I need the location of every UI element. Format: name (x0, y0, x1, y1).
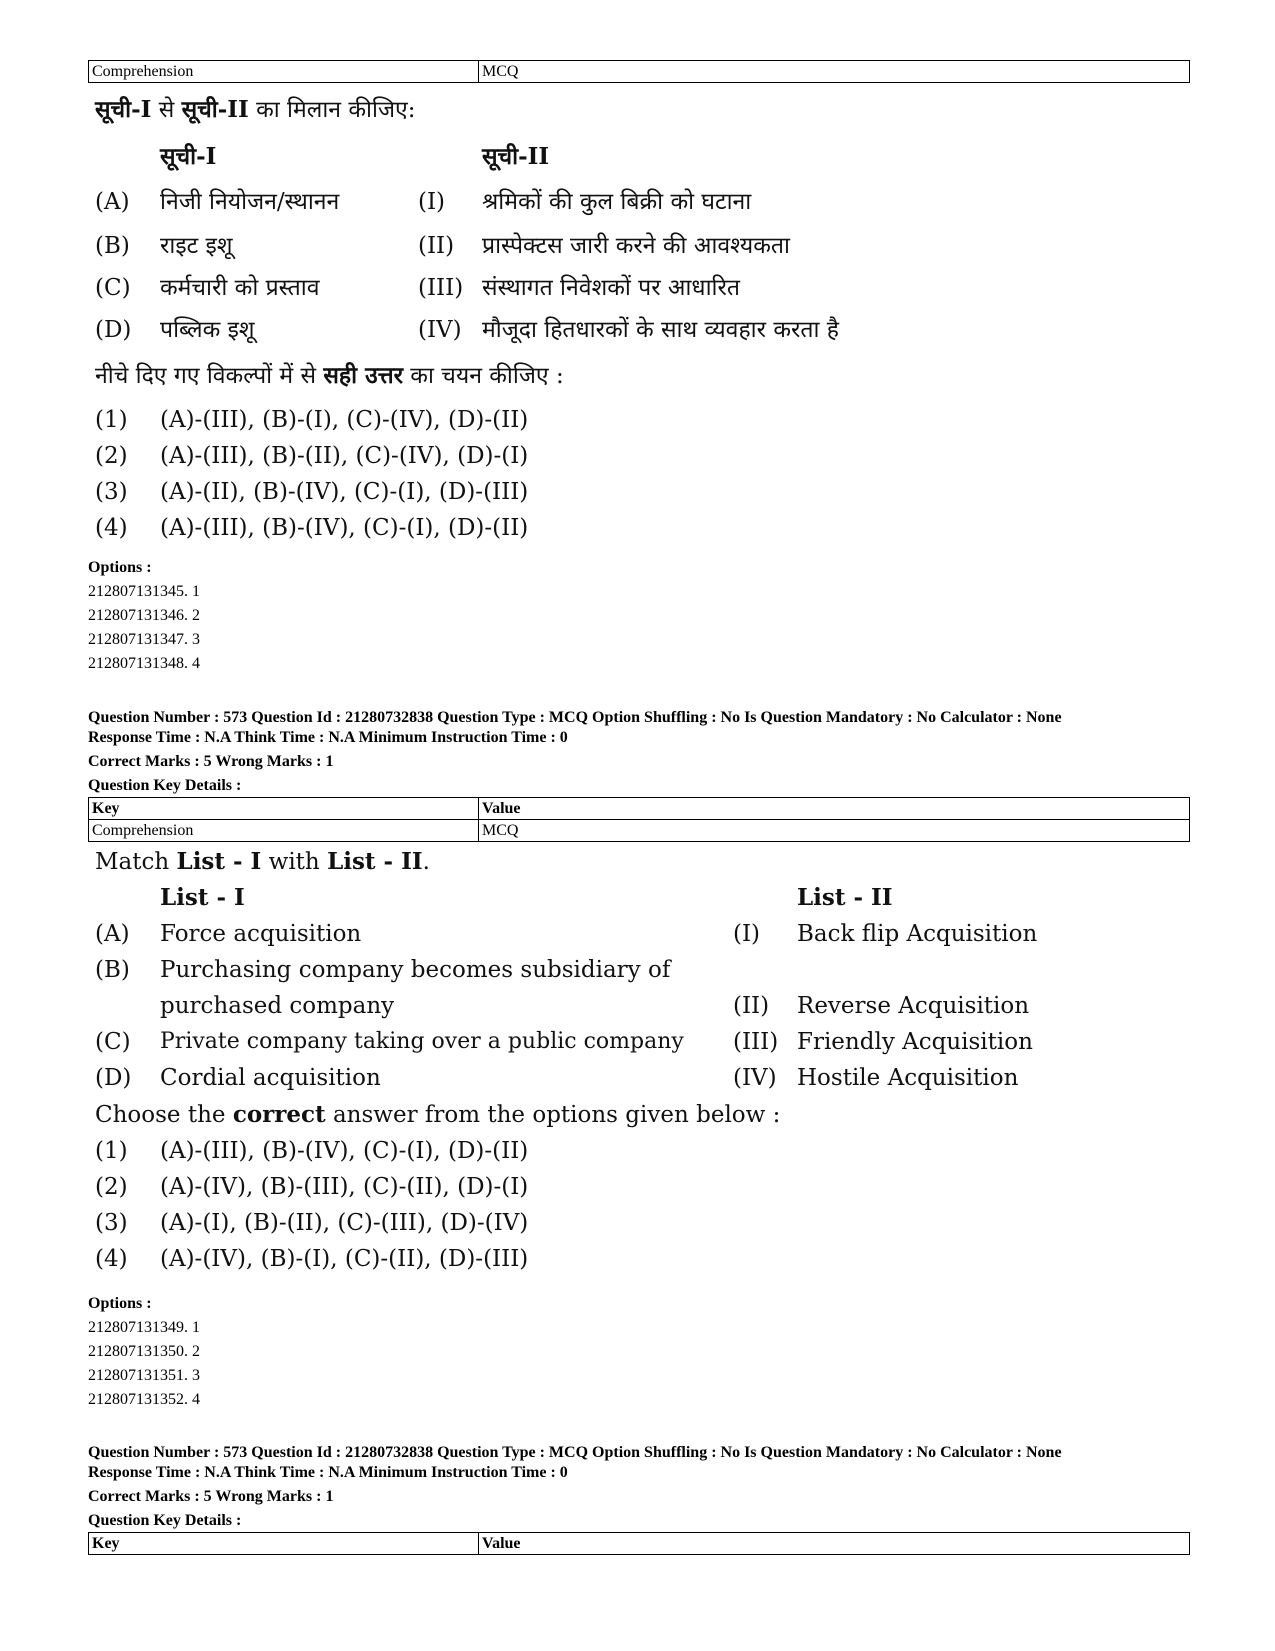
q2-list2-header: List - II (797, 884, 893, 911)
q2-options-label: Options : (88, 1295, 152, 1312)
key-cell: Comprehension (89, 820, 479, 842)
q1-choose-pre: नीचे दिए गए विकल्पों में से (95, 363, 324, 389)
key-header: Key (89, 798, 479, 820)
q1-answer-1: (A)-(III), (B)-(I), (C)-(IV), (D)-(II) (160, 407, 529, 433)
q1-choose-post: का चयन कीजिए : (403, 363, 564, 389)
q2-row-d-desc: Hostile Acquisition (797, 1065, 1019, 1091)
q1-options-label: Options : (88, 559, 152, 576)
value-cell: MCQ (479, 820, 1190, 842)
q1-row-b-label: (B) (95, 233, 130, 259)
q1-option-4[interactable]: 212807131348. 4 (88, 655, 200, 672)
q2-instruction-end: . (422, 849, 430, 875)
q2-list1-header: List - I (160, 884, 245, 911)
q1-row-a-roman: (I) (418, 189, 446, 215)
q1-answer-2: (A)-(III), (B)-(II), (C)-(IV), (D)-(I) (160, 443, 529, 469)
q2-row-c-label: (C) (95, 1029, 131, 1055)
q1-option-1[interactable]: 212807131345. 1 (88, 583, 200, 600)
key-value-table-2 (88, 797, 1190, 842)
q1-row-b-roman: (II) (418, 233, 455, 259)
q2-row-d-text: Cordial acquisition (160, 1065, 381, 1091)
q1-option-3[interactable]: 212807131347. 3 (88, 631, 200, 648)
q1-row-a-text: निजी नियोजन/स्थानन (160, 189, 340, 215)
meta1-line3: Correct Marks : 5 Wrong Marks : 1 (88, 753, 334, 770)
question-meta-1 (88, 708, 1238, 796)
q1-option-2[interactable]: 212807131346. 2 (88, 607, 200, 624)
q2-choose-bold: correct (232, 1101, 326, 1128)
meta1-line1: Question Number : 573 Question Id : 21280732838 Question Type : MCQ Option Shuffling : No Is Question Mandatory : No Calculator : None (88, 709, 1062, 726)
q1-answer-4-num: (4) (95, 515, 128, 541)
q1-instruction-end: का मिलान कीजिए: (248, 97, 416, 123)
q1-row-d-label: (D) (95, 317, 132, 343)
q1-list2-header: सूची-II (482, 143, 550, 170)
q1-choose-instruction (95, 362, 564, 390)
q2-instruction-pre: Match (95, 849, 177, 875)
question-meta-2 (88, 1443, 1238, 1531)
q1-row-a-desc: श्रमिकों की कुल बिक्री को घटाना (482, 189, 752, 215)
q2-answer-4-num: (4) (95, 1246, 128, 1272)
q1-answer-4: (A)-(III), (B)-(IV), (C)-(I), (D)-(II) (160, 515, 529, 541)
value-header: Value (479, 798, 1190, 820)
q2-row-a-text: Force acquisition (160, 921, 362, 947)
q2-answer-3: (A)-(I), (B)-(II), (C)-(III), (D)-(IV) (160, 1210, 529, 1236)
q1-choose-bold: सही उत्तर (323, 362, 403, 389)
q2-option-2[interactable]: 212807131350. 2 (88, 1343, 200, 1360)
q1-row-d-roman: (IV) (418, 317, 462, 343)
q2-row-b-text-1: Purchasing company becomes subsidiary of (160, 957, 671, 983)
meta1-line2: Response Time : N.A Think Time : N.A Minimum Instruction Time : 0 (88, 729, 568, 746)
q2-row-a-desc: Back flip Acquisition (797, 921, 1038, 947)
q1-row-b-desc: प्रास्पेक्टस जारी करने की आवश्यकता (482, 233, 790, 259)
q2-answer-4: (A)-(IV), (B)-(I), (C)-(II), (D)-(III) (160, 1246, 529, 1272)
q2-option-3[interactable]: 212807131351. 3 (88, 1367, 200, 1384)
value-header: Value (479, 1533, 1190, 1555)
q2-row-b-label: (B) (95, 957, 130, 983)
q1-row-a-label: (A) (95, 189, 130, 215)
meta1-line4: Question Key Details : (88, 777, 242, 794)
meta2-line2: Response Time : N.A Think Time : N.A Minimum Instruction Time : 0 (88, 1464, 568, 1481)
q2-row-a-label: (A) (95, 921, 130, 947)
q2-row-d-label: (D) (95, 1065, 132, 1091)
q2-options (88, 1292, 200, 1412)
value-cell: MCQ (479, 61, 1190, 83)
q1-answer-1-num: (1) (95, 407, 128, 433)
q1-list1-header: सूची-I (160, 143, 217, 170)
q2-answer-1: (A)-(III), (B)-(IV), (C)-(I), (D)-(II) (160, 1138, 529, 1164)
q2-answer-3-num: (3) (95, 1210, 128, 1236)
q2-instruction-list2: List - II (327, 848, 423, 875)
q1-options (88, 556, 200, 676)
q2-answer-1-num: (1) (95, 1138, 128, 1164)
q2-row-b-roman: (II) (733, 993, 770, 1019)
q2-instruction-list1: List - I (176, 848, 262, 875)
q1-instruction-list1: सूची-I (95, 96, 152, 123)
key-value-table-3 (88, 1532, 1190, 1555)
q2-row-c-text: Private company taking over a public company (160, 1029, 684, 1054)
q2-row-b-desc: Reverse Acquisition (797, 993, 1030, 1019)
q2-row-c-roman: (III) (733, 1029, 779, 1055)
q1-instruction-list2: सूची-II (181, 96, 249, 123)
q2-row-d-roman: (IV) (733, 1065, 777, 1091)
q1-answer-2-num: (2) (95, 443, 128, 469)
q1-row-c-desc: संस्थागत निवेशकों पर आधारित (482, 275, 741, 301)
q2-answer-2-num: (2) (95, 1174, 128, 1200)
q1-row-c-text: कर्मचारी को प्रस्ताव (160, 275, 320, 301)
q1-row-b-text: राइट इशू (160, 233, 233, 259)
q1-answer-3: (A)-(II), (B)-(IV), (C)-(I), (D)-(III) (160, 479, 529, 505)
q2-answer-2: (A)-(IV), (B)-(III), (C)-(II), (D)-(I) (160, 1174, 529, 1200)
q1-row-c-roman: (III) (418, 275, 464, 301)
meta2-line3: Correct Marks : 5 Wrong Marks : 1 (88, 1488, 334, 1505)
q1-row-d-text: पब्लिक इशू (160, 317, 255, 343)
q1-row-d-desc: मौजूदा हितधारकों के साथ व्यवहार करता है (482, 317, 840, 343)
q2-choose-post: answer from the options given below : (325, 1102, 781, 1128)
q2-instruction-mid: with (261, 849, 328, 875)
q2-choose-pre: Choose the (95, 1102, 233, 1128)
key-header: Key (89, 1533, 479, 1555)
q1-instruction-mid: से (151, 97, 182, 123)
q2-row-b-text-2: purchased company (160, 993, 395, 1019)
meta2-line4: Question Key Details : (88, 1512, 242, 1529)
q2-option-4[interactable]: 212807131352. 4 (88, 1391, 200, 1408)
q2-instruction (95, 848, 430, 876)
q1-answer-3-num: (3) (95, 479, 128, 505)
q1-instruction (95, 96, 415, 124)
q2-choose-instruction (95, 1101, 780, 1129)
q1-row-c-label: (C) (95, 275, 131, 301)
q2-option-1[interactable]: 212807131349. 1 (88, 1319, 200, 1336)
q2-row-a-roman: (I) (733, 921, 761, 947)
q2-row-c-desc: Friendly Acquisition (797, 1029, 1033, 1055)
meta2-line1: Question Number : 573 Question Id : 21280732838 Question Type : MCQ Option Shuffling : No Is Question Mandatory : No Calculator : None (88, 1444, 1062, 1461)
top-key-table (88, 60, 1190, 83)
key-cell: Comprehension (89, 61, 479, 83)
